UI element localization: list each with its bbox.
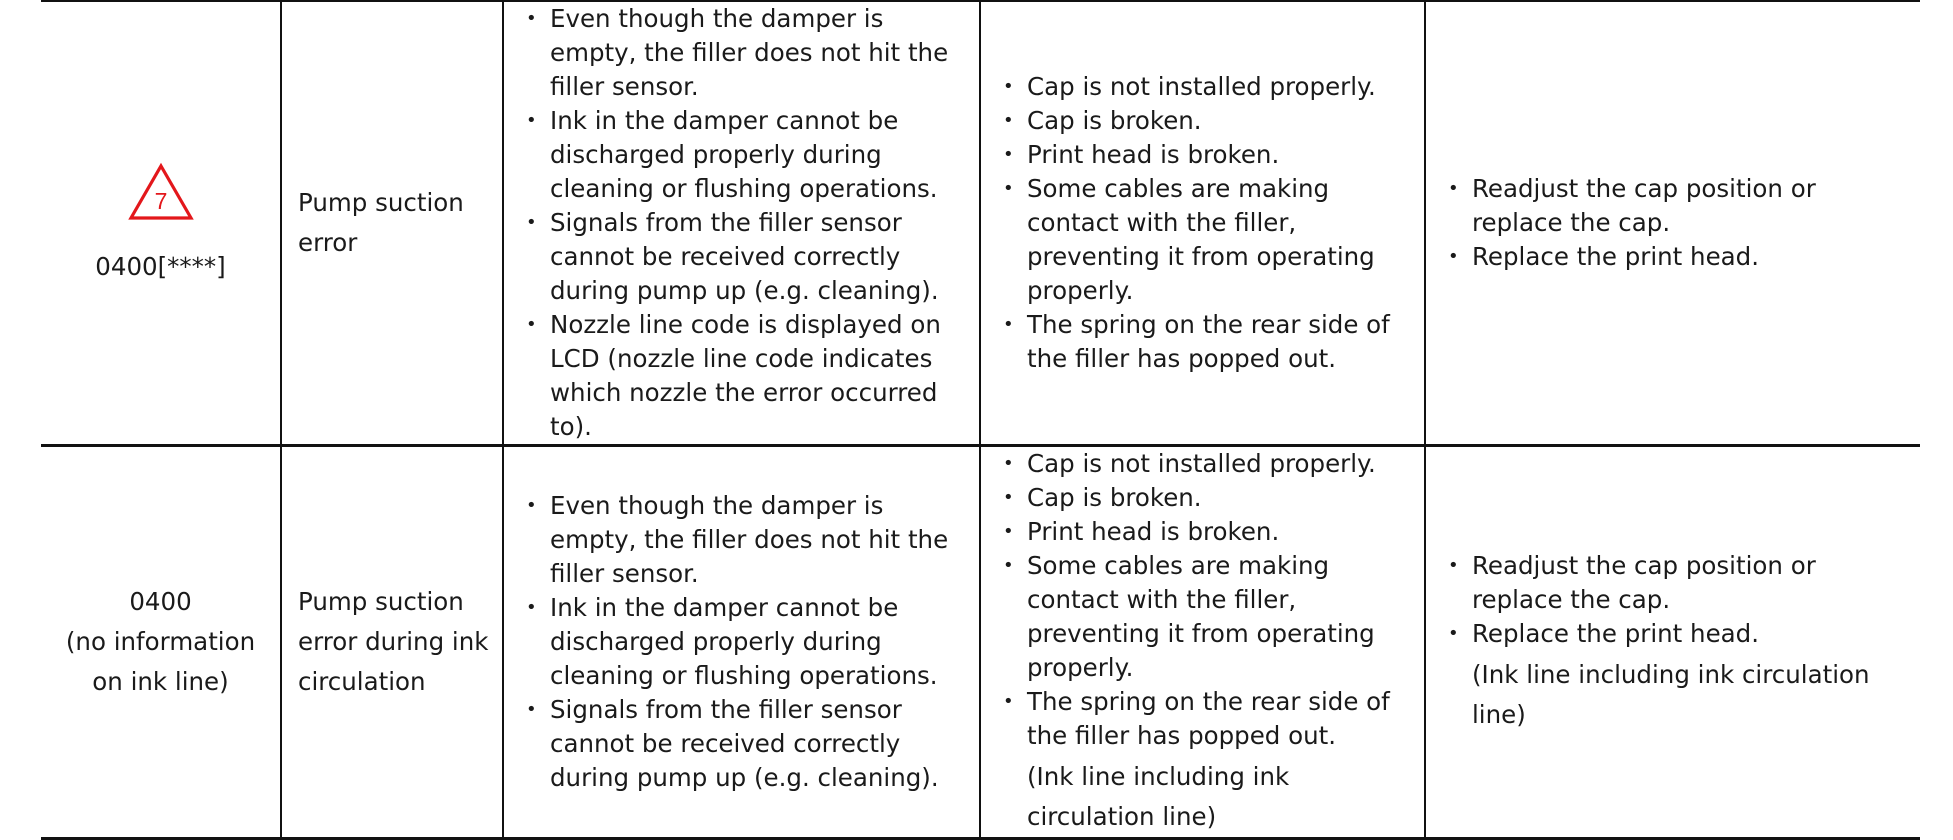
error-name-line: error (298, 228, 358, 257)
condition-list (999, 447, 1414, 753)
error-name-line: Pump suction (298, 587, 464, 616)
condition-list (999, 70, 1414, 376)
list-item: • Replace the print head. (1444, 240, 1910, 274)
error-code-detail: (no information (65, 627, 256, 656)
warning-triangle-icon (95, 162, 225, 222)
cause-list (522, 2, 969, 444)
error-code-detail: on ink line) (92, 667, 229, 696)
condition-cell (980, 446, 1425, 839)
list-item: • Print head is broken. (999, 515, 1414, 549)
list-item: • Readjust the cap position or replace the cap. (1444, 172, 1910, 240)
condition-cell (980, 1, 1425, 446)
list-item: • Replace the print head. (1444, 617, 1910, 651)
list-item: • Print head is broken. (999, 138, 1414, 172)
cause-list (522, 489, 969, 795)
list-item: • Signals from the filler sensor cannot be received correctly during pump up (e.g. cleaning). (522, 206, 969, 308)
error-code-cell (41, 1, 281, 446)
list-item: • Even though the damper is empty, the filler does not hit the filler sensor. (522, 2, 969, 104)
list-item: • Even though the damper is empty, the filler does not hit the filler sensor. (522, 489, 969, 591)
error-name-line: Pump suction (298, 188, 464, 217)
remedy-cell (1425, 446, 1920, 839)
cause-cell (503, 1, 980, 446)
error-code-cell (41, 446, 281, 839)
error-code: 0400 (129, 587, 192, 616)
list-item: • Ink in the damper cannot be discharged properly during cleaning or flushing operations. (522, 591, 969, 693)
condition-note: (Ink line including ink circulation line) (1027, 762, 1290, 831)
table-row (41, 1, 1920, 446)
list-item: • Readjust the cap position or replace the cap. (1444, 549, 1910, 617)
list-item: • Ink in the damper cannot be discharged properly during cleaning or flushing operations. (522, 104, 969, 206)
list-item: • Some cables are making contact with the filler, preventing it from operating properly. (999, 549, 1414, 685)
list-item: • Cap is broken. (999, 481, 1414, 515)
list-item: • Nozzle line code is displayed on LCD (nozzle line code indicates which nozzle the error occurred to). (522, 308, 969, 444)
error-name-cell (281, 446, 503, 839)
remedy-cell (1425, 1, 1920, 446)
error-code-table (41, 0, 1920, 840)
remedy-list (1444, 549, 1910, 651)
list-item: • The spring on the rear side of the filler has popped out. (999, 308, 1414, 376)
error-name-line: circulation (298, 667, 426, 696)
error-name-cell (281, 1, 503, 446)
list-item: • Signals from the filler sensor cannot be received correctly during pump up (e.g. cleaning). (522, 693, 969, 795)
warning-icon-number: 7 (154, 188, 167, 214)
list-item: • Cap is not installed properly. (999, 447, 1414, 481)
remedy-list (1444, 172, 1910, 274)
table-row (41, 446, 1920, 839)
list-item: • The spring on the rear side of the filler has popped out. (999, 685, 1414, 753)
list-item: • Cap is broken. (999, 104, 1414, 138)
error-name-line: error during ink (298, 627, 489, 656)
remedy-note: (Ink line including ink circulation line) (1472, 660, 1870, 729)
error-code: 0400[****] (95, 252, 226, 281)
list-item: • Cap is not installed properly. (999, 70, 1414, 104)
cause-cell (503, 446, 980, 839)
list-item: • Some cables are making contact with the filler, preventing it from operating properly. (999, 172, 1414, 308)
